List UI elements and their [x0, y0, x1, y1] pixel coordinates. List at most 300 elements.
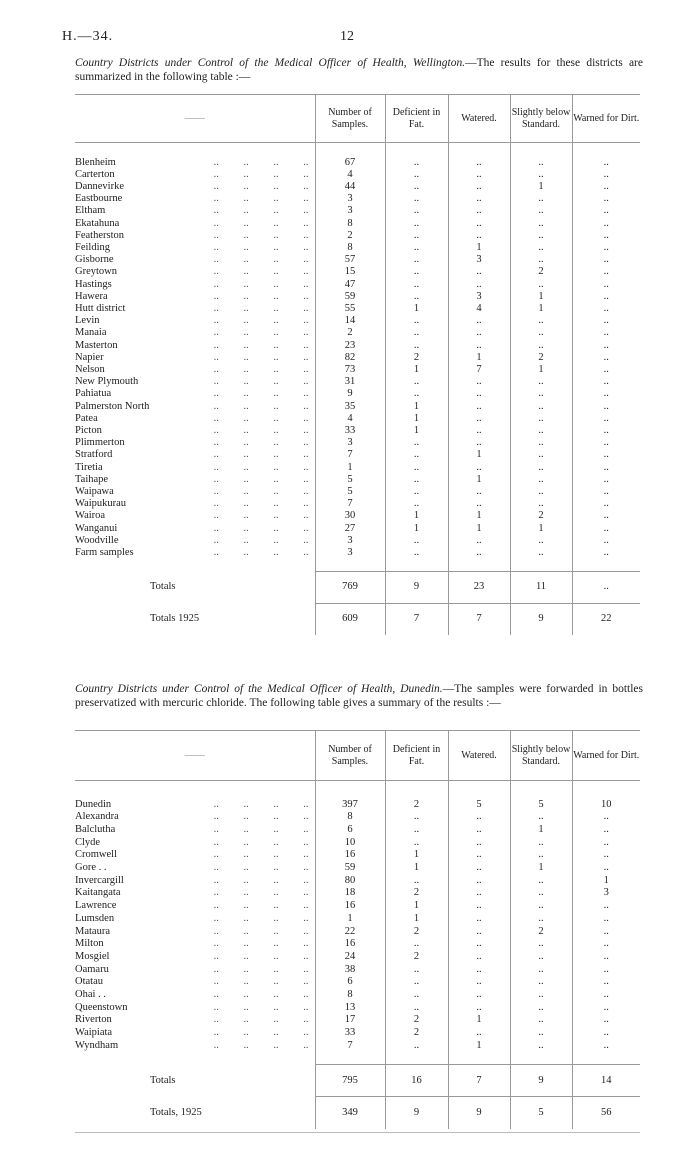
page-number: 12 — [340, 29, 354, 44]
cell-value: .. — [448, 875, 510, 888]
cell-value: .. — [385, 498, 448, 510]
district-name: Balclutha — [75, 823, 116, 835]
cell-value: .. — [572, 547, 640, 559]
table-row — [75, 462, 640, 474]
cell-value: 2 — [385, 352, 448, 364]
cell-value: .. — [510, 425, 572, 437]
table-row — [75, 364, 640, 376]
cell-value: .. — [448, 849, 510, 862]
district-name: Oamaru — [75, 963, 109, 975]
cell-value: .. — [572, 535, 640, 547]
dot-leader: .. .. .. .. — [213, 989, 309, 1001]
cell-value: .. — [510, 1027, 572, 1040]
cell-value: 5 — [315, 486, 385, 498]
district-name: Cromwell — [75, 849, 117, 861]
cell-value: .. — [510, 315, 572, 327]
district-name: Ekatahuna — [75, 217, 120, 229]
dot-leader: .. .. .. .. — [213, 1039, 309, 1051]
dot-leader: .. .. .. .. — [213, 241, 309, 253]
cell-value: 5 — [315, 474, 385, 486]
cell-value: 4 — [315, 413, 385, 425]
cell-value: .. — [448, 900, 510, 913]
cell-value: 1 — [510, 364, 572, 376]
report-code: H.—34. — [62, 29, 114, 44]
totals-label: Totals, 1925 — [150, 1106, 202, 1118]
cell-value: .. — [572, 315, 640, 327]
table-row — [75, 799, 640, 812]
cell-value: 8 — [315, 811, 385, 824]
cell-value: .. — [385, 315, 448, 327]
table-row — [75, 401, 640, 413]
cell-value: 1 — [448, 1040, 510, 1053]
cell-value: .. — [448, 327, 510, 339]
dot-leader: .. .. .. .. — [213, 485, 309, 497]
cell-value: 13 — [315, 1002, 385, 1015]
district-name: Dannevirke — [75, 180, 124, 192]
dot-leader: .. .. .. .. — [213, 900, 309, 912]
cell-value: 33 — [315, 425, 385, 437]
cell-value: .. — [510, 169, 572, 181]
cell-value: .. — [510, 837, 572, 850]
district-name: Farm samples — [75, 547, 134, 558]
cell-value: .. — [385, 837, 448, 850]
dot-leader: .. .. .. .. — [213, 180, 309, 192]
table-row — [75, 498, 640, 510]
dot-leader: .. .. .. .. — [213, 823, 309, 835]
cell-value: .. — [448, 498, 510, 510]
section2-intro — [75, 682, 643, 710]
table-row — [75, 976, 640, 989]
dot-leader: .. .. .. .. — [213, 1027, 309, 1039]
table-row — [75, 1027, 640, 1040]
table-row — [75, 388, 640, 400]
cell-value: .. — [448, 425, 510, 437]
cell-value: .. — [448, 181, 510, 193]
cell-value: .. — [448, 1027, 510, 1040]
cell-value: .. — [572, 462, 640, 474]
cell-value: 6 — [315, 976, 385, 989]
column-header-fat: Deficient in Fat. — [385, 731, 448, 781]
cell-value: .. — [510, 811, 572, 824]
table-row — [75, 849, 640, 862]
cell-value: .. — [572, 1040, 640, 1053]
table-row — [75, 254, 640, 266]
cell-value: .. — [572, 510, 640, 522]
district-name: Blenheim — [75, 156, 116, 168]
district-name: Hawera — [75, 290, 108, 302]
dot-leader: .. .. .. .. — [213, 388, 309, 400]
cell-value: .. — [385, 291, 448, 303]
cell-value: .. — [572, 1002, 640, 1015]
cell-value: .. — [448, 887, 510, 900]
cell-value: 5 — [448, 799, 510, 812]
total-value: 7 — [448, 1065, 510, 1097]
dot-leader: .. .. .. .. — [213, 925, 309, 937]
cell-value: .. — [448, 218, 510, 230]
cell-value: 2 — [510, 352, 572, 364]
cell-value: 1 — [510, 862, 572, 875]
table-row — [75, 837, 640, 850]
cell-value: .. — [448, 279, 510, 291]
cell-value: 9 — [315, 388, 385, 400]
cell-value: 80 — [315, 875, 385, 888]
table-row — [75, 913, 640, 926]
cell-value: .. — [385, 205, 448, 217]
cell-value: .. — [385, 230, 448, 242]
cell-value: .. — [572, 951, 640, 964]
cell-value: 1 — [385, 510, 448, 522]
district-name: Palmerston North — [75, 400, 150, 412]
cell-value: .. — [510, 1014, 572, 1027]
dot-leader: .. .. .. .. — [213, 473, 309, 485]
district-name: Patea — [75, 412, 98, 424]
total-value: 14 — [572, 1065, 640, 1097]
dot-leader: .. .. .. .. — [213, 168, 309, 180]
column-header-label: —— — [75, 731, 315, 781]
total-value: 9 — [448, 1097, 510, 1129]
cell-value: 1 — [510, 523, 572, 535]
district-name: Plimmerton — [75, 437, 125, 449]
cell-value: 73 — [315, 364, 385, 376]
column-header-dirt: Warned for Dirt. — [572, 731, 640, 781]
cell-value: 55 — [315, 303, 385, 315]
district-name: Wairoa — [75, 510, 106, 522]
district-name: Taihape — [75, 473, 109, 485]
cell-value: 27 — [315, 523, 385, 535]
cell-value: .. — [572, 989, 640, 1002]
table-row — [75, 938, 640, 951]
cell-value: 57 — [315, 254, 385, 266]
dot-leader: .. .. .. .. — [213, 510, 309, 522]
cell-value: 3 — [315, 193, 385, 205]
dot-leader: .. .. .. .. — [213, 836, 309, 848]
cell-value: 1 — [385, 401, 448, 413]
dot-leader: .. .. .. .. — [213, 327, 309, 339]
cell-value: 15 — [315, 266, 385, 278]
cell-value: 1 — [385, 303, 448, 315]
totals-label: Totals — [150, 581, 176, 593]
cell-value: 59 — [315, 291, 385, 303]
cell-value: .. — [572, 169, 640, 181]
table-row — [75, 964, 640, 977]
cell-value: 2 — [510, 510, 572, 522]
district-name: Ohai . . — [75, 989, 106, 1001]
column-header-samples: Number of Samples. — [315, 95, 385, 143]
cell-value: 1 — [385, 523, 448, 535]
cell-value: 2 — [315, 327, 385, 339]
dunedin-table — [75, 730, 640, 1129]
cell-value: 3 — [315, 205, 385, 217]
cell-value: 2 — [385, 799, 448, 812]
cell-value: .. — [448, 926, 510, 939]
cell-value: .. — [510, 900, 572, 913]
district-name: Stratford — [75, 449, 113, 461]
cell-value: .. — [385, 875, 448, 888]
dot-leader: .. .. .. .. — [213, 461, 309, 473]
cell-value: .. — [572, 824, 640, 837]
cell-value: .. — [385, 254, 448, 266]
table-row — [75, 169, 640, 181]
table-row — [75, 376, 640, 388]
cell-value: .. — [385, 462, 448, 474]
district-name: Carterton — [75, 168, 115, 180]
cell-value: 1 — [448, 523, 510, 535]
cell-value: .. — [510, 1002, 572, 1015]
total-value: 9 — [385, 571, 448, 603]
bottom-rule — [75, 1132, 640, 1133]
column-header-watered: Watered. — [448, 731, 510, 781]
table-row — [75, 535, 640, 547]
cell-value: .. — [510, 535, 572, 547]
cell-value: 1 — [385, 425, 448, 437]
cell-value: 2 — [510, 926, 572, 939]
district-name: Greytown — [75, 266, 117, 278]
cell-value: 1 — [448, 242, 510, 254]
cell-value: .. — [510, 976, 572, 989]
district-name: Napier — [75, 351, 104, 363]
cell-value: 8 — [315, 242, 385, 254]
cell-value: 6 — [315, 824, 385, 837]
totals-label: Totals 1925 — [150, 613, 200, 625]
cell-value: 31 — [315, 376, 385, 388]
cell-value: .. — [385, 193, 448, 205]
cell-value: .. — [572, 913, 640, 926]
table-row — [75, 230, 640, 242]
district-name: Levin — [75, 315, 100, 327]
cell-value: .. — [385, 824, 448, 837]
total-value: 7 — [385, 603, 448, 635]
cell-value: .. — [510, 327, 572, 339]
cell-value: .. — [510, 401, 572, 413]
district-name: Kaitangata — [75, 887, 121, 899]
cell-value: 18 — [315, 887, 385, 900]
cell-value: .. — [510, 157, 572, 169]
cell-value: 5 — [510, 799, 572, 812]
dot-leader: .. .. .. .. — [213, 811, 309, 823]
dot-leader: .. .. .. .. — [213, 887, 309, 899]
district-name: New Plymouth — [75, 376, 139, 388]
wellington-table — [75, 94, 640, 635]
district-name: Nelson — [75, 363, 105, 375]
cell-value: .. — [385, 486, 448, 498]
cell-value: .. — [572, 811, 640, 824]
cell-value: .. — [385, 376, 448, 388]
cell-value: .. — [510, 1040, 572, 1053]
cell-value: .. — [572, 1014, 640, 1027]
cell-value: 3 — [572, 887, 640, 900]
cell-value: .. — [510, 449, 572, 461]
cell-value: .. — [510, 205, 572, 217]
cell-value: .. — [572, 303, 640, 315]
table-row — [75, 315, 640, 327]
table-row — [75, 279, 640, 291]
dot-leader: .. .. .. .. — [213, 1001, 309, 1013]
cell-value: .. — [448, 437, 510, 449]
cell-value: 1 — [448, 474, 510, 486]
cell-value: .. — [572, 437, 640, 449]
cell-value: .. — [448, 1002, 510, 1015]
dot-leader: .. .. .. .. — [213, 950, 309, 962]
cell-value: .. — [572, 242, 640, 254]
cell-value: .. — [385, 242, 448, 254]
cell-value: .. — [510, 462, 572, 474]
table-row — [75, 989, 640, 1002]
cell-value: 16 — [315, 900, 385, 913]
table-row — [75, 449, 640, 461]
cell-value: .. — [572, 976, 640, 989]
cell-value: 1 — [448, 510, 510, 522]
section1-intro-text: —The results for these districts are summarized in the following table :— — [75, 57, 643, 83]
cell-value: .. — [510, 388, 572, 400]
cell-value: .. — [510, 437, 572, 449]
column-header-dirt: Warned for Dirt. — [572, 95, 640, 143]
cell-value: .. — [385, 535, 448, 547]
cell-value: 1 — [385, 862, 448, 875]
cell-value: .. — [385, 1040, 448, 1053]
cell-value: 1 — [510, 181, 572, 193]
dot-leader: .. .. .. .. — [213, 315, 309, 327]
district-name: Gisborne — [75, 254, 114, 266]
cell-value: .. — [572, 230, 640, 242]
dot-leader: .. .. .. .. — [213, 849, 309, 861]
cell-value: .. — [448, 401, 510, 413]
table-row — [75, 486, 640, 498]
cell-value: .. — [385, 811, 448, 824]
cell-value: 1 — [385, 900, 448, 913]
total-value: 56 — [572, 1097, 640, 1129]
cell-value: .. — [572, 449, 640, 461]
table-row — [75, 425, 640, 437]
district-name: Lumsden — [75, 912, 115, 924]
district-name: Pahiatua — [75, 388, 112, 400]
cell-value: .. — [510, 230, 572, 242]
section2-intro-italic: Country Districts under Control of the Medical Officer of Health, Dunedin. — [75, 683, 443, 695]
dot-leader: .. .. .. .. — [213, 862, 309, 874]
cell-value: 2 — [385, 926, 448, 939]
table-row — [75, 327, 640, 339]
totals-row — [75, 571, 640, 603]
cell-value: .. — [385, 989, 448, 1002]
cell-value: .. — [448, 938, 510, 951]
district-name: Masterton — [75, 339, 118, 351]
cell-value: .. — [448, 535, 510, 547]
cell-value: 3 — [315, 437, 385, 449]
dot-leader: .. .. .. .. — [213, 547, 309, 558]
district-name: Hutt district — [75, 302, 126, 314]
cell-value: .. — [448, 486, 510, 498]
cell-value: .. — [448, 837, 510, 850]
table-row — [75, 1014, 640, 1027]
cell-value: .. — [385, 279, 448, 291]
dot-leader: .. .. .. .. — [213, 193, 309, 205]
cell-value: .. — [385, 340, 448, 352]
dot-leader: .. .. .. .. — [213, 874, 309, 886]
dot-leader: .. .. .. .. — [213, 266, 309, 278]
cell-value: 7 — [315, 1040, 385, 1053]
cell-value: 1 — [315, 462, 385, 474]
column-header-below-standard: Slightly below Standard. — [510, 95, 572, 143]
district-name: Alexandra — [75, 811, 119, 823]
cell-value: .. — [385, 474, 448, 486]
cell-value: .. — [572, 279, 640, 291]
cell-value: .. — [448, 811, 510, 824]
dot-leader: .. .. .. .. — [213, 912, 309, 924]
table-row — [75, 291, 640, 303]
cell-value: .. — [448, 976, 510, 989]
table-row — [75, 1040, 640, 1053]
cell-value: 7 — [315, 498, 385, 510]
cell-value: 16 — [315, 938, 385, 951]
dot-leader: .. .. .. .. — [213, 424, 309, 436]
district-name: Hastings — [75, 278, 112, 290]
cell-value: .. — [510, 498, 572, 510]
cell-value: 16 — [315, 849, 385, 862]
cell-value: .. — [510, 340, 572, 352]
dot-leader: .. .. .. .. — [213, 376, 309, 388]
cell-value: .. — [572, 254, 640, 266]
total-value: 16 — [385, 1065, 448, 1097]
cell-value: .. — [385, 218, 448, 230]
cell-value: 38 — [315, 964, 385, 977]
dot-leader: .. .. .. .. — [213, 351, 309, 363]
cell-value: 1 — [448, 352, 510, 364]
cell-value: .. — [385, 449, 448, 461]
cell-value: .. — [510, 989, 572, 1002]
cell-value: 2 — [385, 951, 448, 964]
district-name: Clyde — [75, 836, 101, 848]
cell-value: .. — [448, 169, 510, 181]
dot-leader: .. .. .. .. — [213, 290, 309, 302]
table-row — [75, 862, 640, 875]
district-name: Eltham — [75, 205, 106, 217]
totals-prev-row — [75, 1097, 640, 1129]
cell-value: .. — [572, 862, 640, 875]
cell-value: 44 — [315, 181, 385, 193]
table-row — [75, 340, 640, 352]
cell-value: 2 — [510, 266, 572, 278]
cell-value: .. — [572, 849, 640, 862]
cell-value: .. — [572, 474, 640, 486]
dot-leader: .. .. .. .. — [213, 938, 309, 950]
cell-value: 82 — [315, 352, 385, 364]
total-value: 23 — [448, 571, 510, 603]
column-header-watered: Watered. — [448, 95, 510, 143]
table-row — [75, 523, 640, 535]
cell-value: 1 — [510, 824, 572, 837]
cell-value: .. — [510, 193, 572, 205]
cell-value: 8 — [315, 989, 385, 1002]
cell-value: 67 — [315, 157, 385, 169]
cell-value: 3 — [315, 535, 385, 547]
cell-value: .. — [448, 157, 510, 169]
cell-value: 7 — [448, 364, 510, 376]
table-row — [75, 157, 640, 169]
table-row — [75, 193, 640, 205]
table-row — [75, 547, 640, 559]
section1-intro — [75, 56, 643, 84]
cell-value: 2 — [385, 1027, 448, 1040]
district-name: Woodville — [75, 534, 119, 546]
cell-value: 3 — [448, 254, 510, 266]
district-name: Manaia — [75, 327, 107, 339]
cell-value: .. — [572, 340, 640, 352]
cell-value: .. — [572, 401, 640, 413]
cell-value: .. — [448, 413, 510, 425]
dot-leader: .. .. .. .. — [213, 522, 309, 534]
cell-value: 17 — [315, 1014, 385, 1027]
table-row — [75, 266, 640, 278]
cell-value: 3 — [448, 291, 510, 303]
